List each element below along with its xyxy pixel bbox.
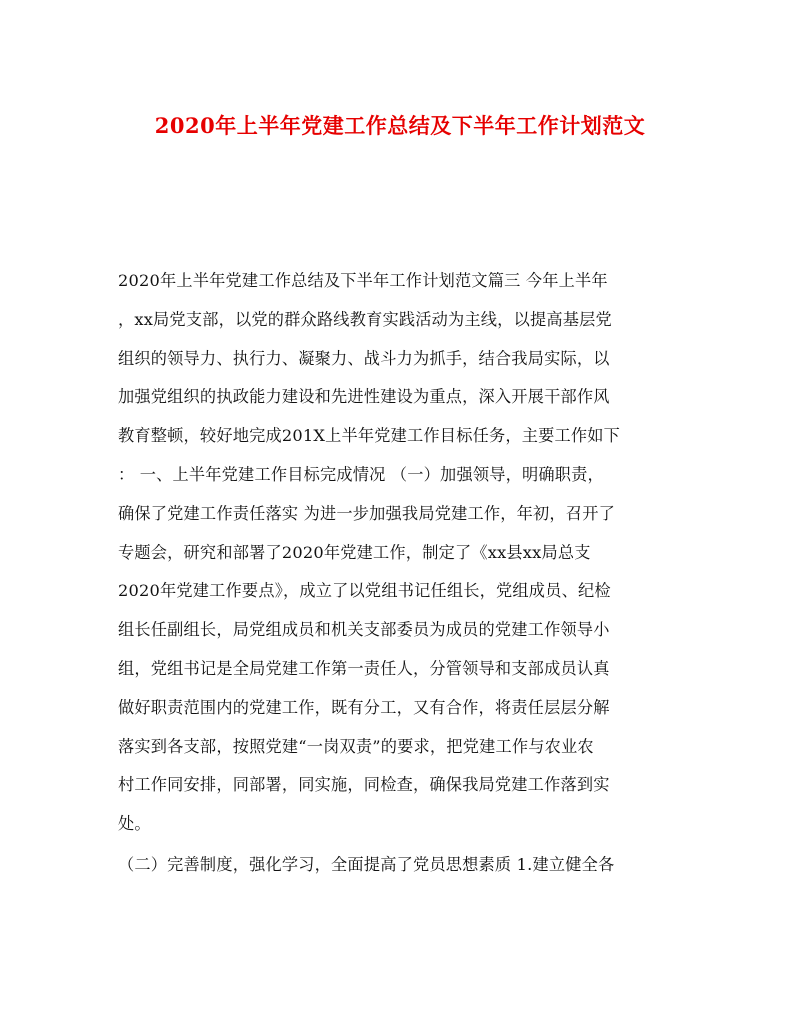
body-line: 组织的领导力、执行力、凝聚力、战斗力为抓手，结合我局实际，以 bbox=[118, 348, 610, 368]
body-line: 2020年上半年党建工作总结及下半年工作计划范文篇三 今年上半年 bbox=[118, 271, 608, 290]
body-line: ： 一、上半年党建工作目标完成情况 （一）加强领导，明确职责， bbox=[118, 464, 604, 484]
body-line: 处。 bbox=[118, 814, 151, 834]
body-line: 组长任副组长，局党组成员和机关支部委员为成员的党建工作领导小 bbox=[118, 620, 610, 640]
body-line: （二）完善制度，强化学习，全面提高了党员思想素质 1.建立健全各 bbox=[118, 854, 615, 874]
body-line: ，xx局党支部，以党的群众路线教育实践活动为主线，以提高基层党 bbox=[118, 309, 612, 329]
body-line: 组，党组书记是全局党建工作第一责任人，分管领导和支部成员认真 bbox=[118, 658, 610, 678]
body-line: 加强党组织的执政能力建设和先进性建设为重点，深入开展干部作风 bbox=[118, 387, 610, 407]
body-line: 落实到各支部，按照党建“一岗双责”的要求，把党建工作与农业农 bbox=[118, 736, 594, 756]
body-line: 2020年党建工作要点》，成立了以党组书记任组长，党组成员、纪检 bbox=[118, 581, 611, 601]
body-line: 教育整顿，较好地完成201X上半年党建工作目标任务，主要工作如下 bbox=[118, 426, 621, 446]
document-title: 2020年上半年党建工作总结及下半年工作计划范文 bbox=[154, 113, 646, 138]
body-line: 专题会，研究和部署了2020年党建工作，制定了《xx县xx局总支 bbox=[118, 542, 591, 562]
body-line: 村工作同安排，同部署，同实施，同检查，确保我局党建工作落到实 bbox=[118, 775, 610, 795]
document-body bbox=[118, 262, 688, 885]
body-line: 做好职责范围内的党建工作，既有分工，又有合作，将责任层层分解 bbox=[118, 697, 610, 717]
body-line: 确保了党建工作责任落实 为进一步加强我局党建工作，年初，召开了 bbox=[118, 503, 615, 523]
